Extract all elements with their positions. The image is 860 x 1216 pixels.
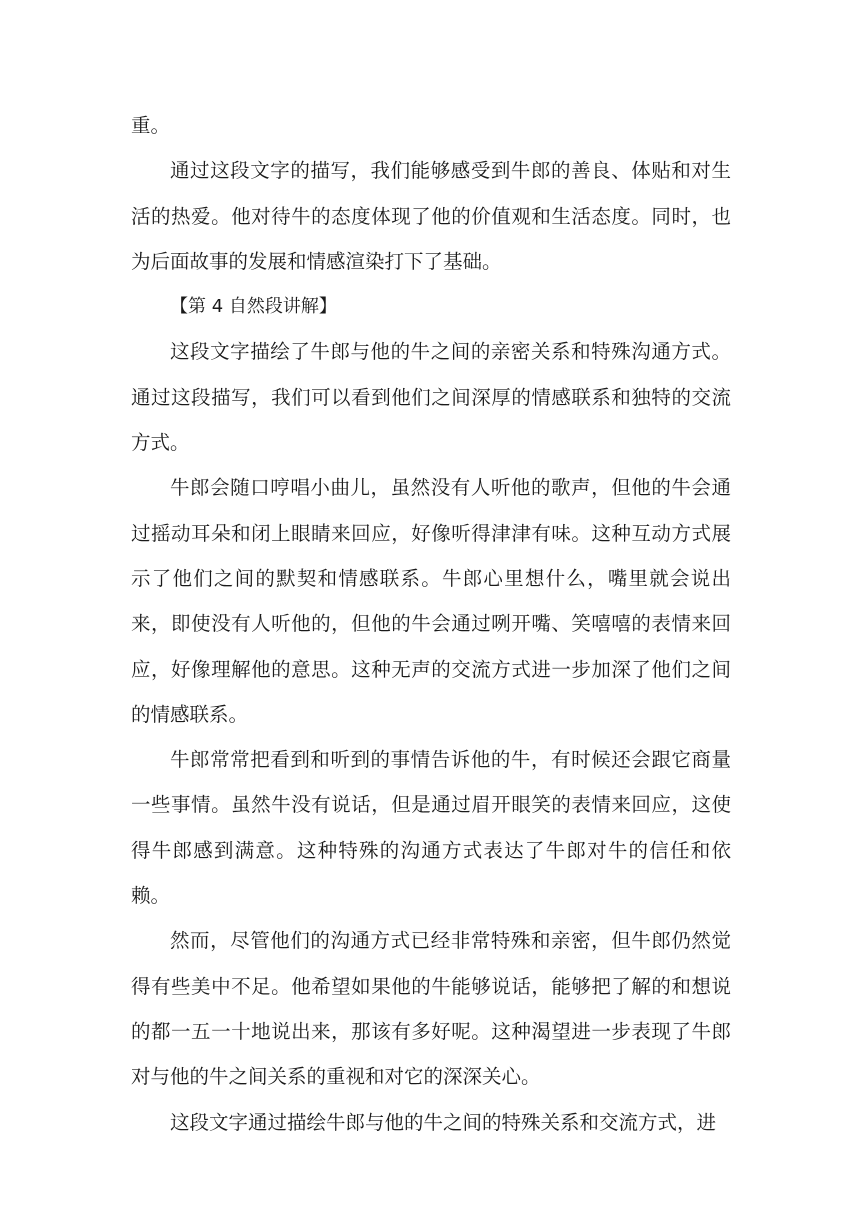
paragraph-continuation: 重。: [131, 114, 171, 137]
section-heading: 【第 4 自然段讲解】: [170, 296, 337, 318]
paragraph-wish: 然而，尽管他们的沟通方式已经非常特殊和亲密，但牛郎仍然觉得有些美中不足。他希望如果他的牛能够说话，能够把了解的和想说的都一五一十地说出来，那该有多好呢。这种渴望进一步表现了牛郎对与他的牛之间关系的重视和对它的深深关心。: [131, 929, 731, 1089]
paragraph-singing: 牛郎会随口哼唱小曲儿，虽然没有人听他的歌声，但他的牛会通过摇动耳朵和闭上眼睛来回应，好像听得津津有味。这种互动方式展示了他们之间的默契和情感联系。牛郎心里想什么，嘴里就会说出来，即使没有人听他的，但他的牛会通过咧开嘴、笑嘻嘻的表情来回应，好像理解他的意思。这种无声的交流方式进一步加深了他们之间的情感联系。: [131, 476, 731, 726]
paragraph-telling: 牛郎常常把看到和听到的事情告诉他的牛，有时候还会跟它商量一些事情。虽然牛没有说话，但是通过眉开眼笑的表情来回应，这使得牛郎感到满意。这种特殊的沟通方式表达了牛郎对牛的信任和依赖。: [131, 748, 731, 908]
paragraph-intro: 这段文字描绘了牛郎与他的牛之间的亲密关系和特殊沟通方式。通过这段描写，我们可以看到他们之间深厚的情感联系和独特的交流方式。: [131, 340, 731, 455]
paragraph-conclusion: 这段文字通过描绘牛郎与他的牛之间的特殊关系和交流方式，进: [170, 1110, 717, 1134]
document-body: [131, 103, 731, 1145]
paragraph-summary: 通过这段文字的描写，我们能够感受到牛郎的善良、体贴和对生活的热爱。他对待牛的态度体现了他的价值观和生活态度。同时，也为后面故事的发展和情感渲染打下了基础。: [131, 159, 731, 273]
